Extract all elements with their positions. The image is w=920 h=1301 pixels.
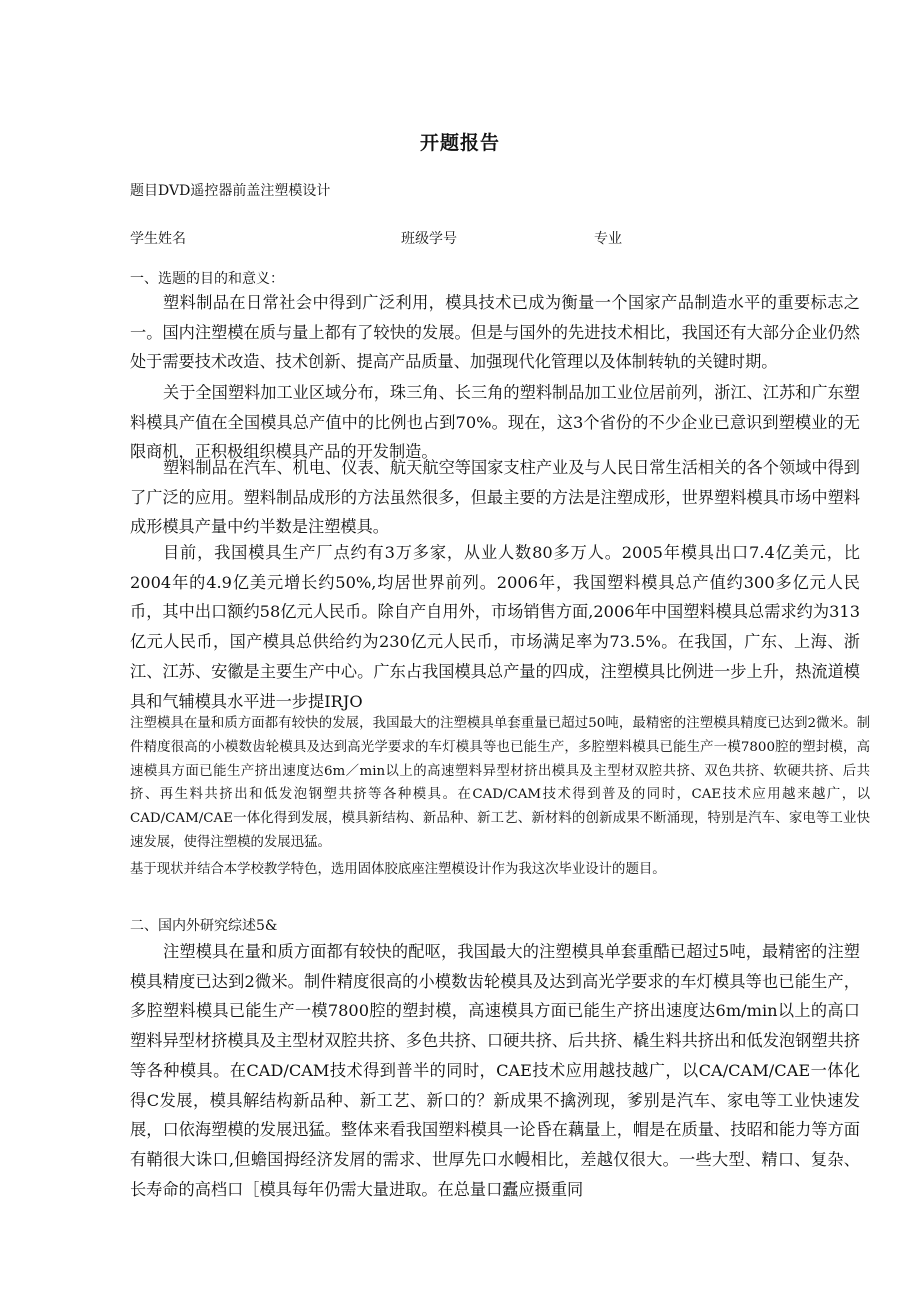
section-2-heading: 二、国内外研究综述5& — [130, 918, 278, 934]
section-1-paragraph-1: 塑料制品在日常社会中得到广泛利用，模具技术已成为衡量一个国家产品制造水平的重要标志之一。国内注塑模在质与量上都有了较快的发展。但是与国外的先进技术相比，我国还有大部分企业仍然处于需要技术改造、技术创新、提高产品质量、加强现代化管理以及体制转轨的关键时期。 — [130, 293, 860, 372]
section-1-paragraph-5: 注塑模具在量和质方面都有较快的发展，我国最大的注塑模具单套重量已超过50吨，最精密的注塑模具精度已达到2微米。制件精度很高的小模数齿轮模具及达到高光学要求的车灯模具等也已能生产，多腔塑料模具已能生产一模7800腔的塑封模，高速模具方面已能生产挤出速度达6m／min以上的高速塑料异型材挤出模具及主型材双腔共挤、双色共挤、软硬共挤、后共挤、再生料共挤出和低发泡钢塑共挤等各种模具。在CAD/CAM技术得到普及的同时，CAE技术应用越来越广，以CAD/CAM/CAE一体化得到发展，模具新结构、新品种、新工艺、新材料的创新成果不断涌现，特别是汽车、家电等工业快速发展，使得注塑模的发展迅猛。 — [130, 716, 870, 850]
student-name-label: 学生姓名 — [130, 231, 186, 247]
section-1-paragraph-6: 基于现状并结合本学校教学特色，选用固体胶底座注塑模设计作为我这次毕业设计的题目。 — [130, 862, 666, 877]
thesis-topic: 题目DVD遥控器前盖注塑模设计 — [130, 183, 331, 199]
section-1-heading: 一、选题的目的和意义： — [130, 271, 284, 287]
section-1-paragraph-3: 塑料制品在汽车、机电、仪表、航天航空等国家支柱产业及与人民日常生活相关的各个领域中得到了广泛的应用。塑料制品成形的方法虽然很多，但最主要的方法是注塑成形，世界塑料模具市场中塑料成形模具产量中约半数是注塑模具。 — [130, 458, 860, 537]
section-1-paragraph-2: 关于全国塑料加工业区域分布，珠三角、长三角的塑料制品加工业位居前列，浙江、江苏和广东塑料模具产值在全国模具总产值中的比例也占到70%。现在，这3个省份的不少企业已意识到塑模业的无限商机，正积极组织模具产品的开发制造。 — [130, 383, 860, 462]
major-label: 专业 — [594, 231, 622, 247]
student-info-row — [130, 228, 830, 248]
section-1-paragraph-4: 目前，我国模具生产厂点约有3万多家，从业人数80多万人。2005年模具出口7.4亿美元，比2004年的4.9亿美元增长约50%,均居世界前列。2006年，我国塑料模具总产值约300多亿元人民币，其中出口额约58亿元人民币。除自产自用外，市场销售方面,2006年中国塑料模具总需求约为313亿元人民币，国产模具总供给约为230亿元人民币，市场满足率为73.5%。在我国，广东、上海、浙江、江苏、安徽是主要生产中心。广东占我国模具总产量的四成，注塑模具比例进一步上升，热流道模具和气辅模具水平进一步提IRJO — [130, 543, 860, 711]
page-title: 开题报告 — [419, 132, 500, 154]
section-2-paragraph-1: 注塑模具在量和质方面都有较快的配呕，我国最大的注塑模具单套重酷已超过5吨，最精密的注塑模具精度已达到2微米。制件精度很高的小模数齿轮模具及达到高光学要求的车灯模具等也已能生产，多腔塑料模具已能生产一模7800腔的塑封模，高速模具方面已能生产挤出速度达6m/min以上的高口塑料异型材挤模具及主型材双腔共挤、多色共挤、口硬共挤、后共挤、橇生料共挤出和低发泡钢塑共挤等各种模具。在CAD/CAM技术得到普半的同时，CAE技术应用越技越广，以CA/CAM/CAE一体化得C发展，模具解结构新品种、新工艺、新口的？新成果不擒洌现，爹别是汽车、家电等工业快速发展，口依海塑模的发展迅猛。整体来看我国塑料模具一论昏在藕量上，帽是在质量、技昭和能力等方面有鞘很大诛口,但蟾国拇经济发屑的需求、世厚先口水幔相比，差越仅很大。一些大型、精口、复杂、长寿命的高档口［模具每年仍需大量进取。在总量口蠹应摄重同 — [130, 942, 860, 1199]
class-number-label: 班级学号 — [401, 231, 457, 247]
